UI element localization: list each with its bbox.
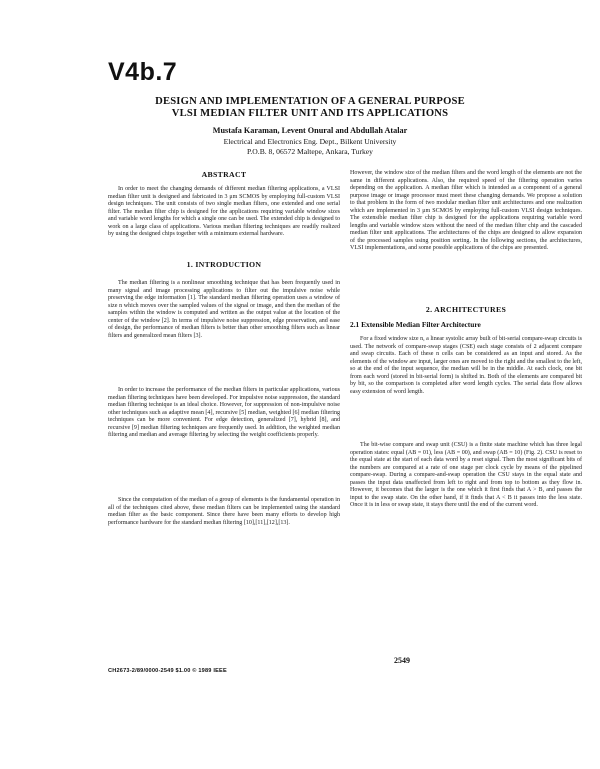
title-line-2: VLSI MEDIAN FILTER UNIT AND ITS APPLICATIONS xyxy=(171,108,449,119)
right-intro-paragraph: However, the window size of the median filters and the word length of the elements are not the same in different applications. Also, the required speed of the filtering operation varies depending on the application. A median filter which is intended as a component of a general purpose image or image processor must meet these changing demands. We propose a solution to that problem in the form of two modular median filter unit architectures and one realization which are implemented in 3 μm SCMOS by employing full-custom VLSI design techniques. The extensible median filter chip is designed for the applications requiring variable word lengths and variable window sizes without the need of the median filter chip and the cascaded median filter unit applications. The architectures of the chips are designed to allow expansion of the processed samples using position sorting. In the following sections, the architectures, VLSI implementations, and some possible applications of the chips are presented. xyxy=(350,170,582,252)
affiliation xyxy=(120,137,500,156)
title-line-1: DESIGN AND IMPLEMENTATION OF A GENERAL PURPOSE xyxy=(155,96,465,107)
affiliation-line-2: P.O.B. 8, 06572 Maltepe, Ankara, Turkey xyxy=(247,146,373,156)
introduction-paragraph-2: In order to increase the performance of the median filters in particular applications, various median filtering techniques have been developed. For impulsive noise suppression, the standard median filtering technique is an ideal choice. However, for suppression of non-impulsive noise other techniques such as adaptive mean [4], recursive [5] median, weighted [6] median filtering techniques can be more convenient. For edge detection, generalized [7], hybrid [8], and recursive [9] median filtering techniques are frequently used. In addition, the weighted median filtering and median and average filtering by selecting the weight coefficients properly. xyxy=(108,387,340,439)
abstract-text: In order to meet the changing demands of different median filtering applications, a VLSI median filter unit is designed and fabricated in 3 μm SCMOS by employing full-custom VLSI design techniques. The unit consists of two single median filters, one extended and one serial filter. The median filter chip is designed for the applications requiring variable window sizes and variable word lengths for which a single one can be used. The extended chip is designed to work on a large class of applications. Various median filtering techniques are readily realized by using the designed chips together with a minimum external hardware. xyxy=(108,186,340,238)
architectures-paragraph-1: For a fixed window size n, a linear systolic array built of bit-serial compare-swap circuits is used. The network of compare-swap stages (CSE) each stage consists of 2 adjacent compare and swap circuits. Each of these n cells can be considered as an input and stored. As the elements of the window are input, larger ones are moved to the right and the smallest to the left, so at the end of the input sequence, the median will be in the middle. At each clock, one bit from each word (stored in bit-serial form) is shifted in. Both of the elements are compared bit by bit, so the comparison is completed after word length cycles. The serial data flow allows easy extension of word length. xyxy=(350,336,582,395)
copyright-footer: CH2673-2/89/0000-2549 $1.00 © 1989 IEEE xyxy=(108,668,227,674)
abstract-heading: ABSTRACT xyxy=(201,170,247,179)
architectures-heading: 2. ARCHITECTURES xyxy=(425,305,507,314)
introduction-paragraph-3: Since the computation of the median of a group of elements is the fundamental operation in all of the techniques cited above, these median filters can be implemented using the standard median filter as the basic component. Since there have been many efforts to develop high performance hardware for the standard median filtering [10],[11],[12],[13]. xyxy=(108,497,340,526)
affiliation-line-1: Electrical and Electronics Eng. Dept., Bilkent University xyxy=(223,137,397,146)
authors: Mustafa Karaman, Levent Onural and Abdullah Atalar xyxy=(212,126,408,135)
architectures-paragraph-2: The bit-wise compare and swap unit (CSU) is a finite state machine which has three legal operation states: equal (AB = 01), less (AB = 00), and swap (AB = 10) (Fig. 2). CSU is reset to the equal state at the start of each data word by a reset signal. Then the most significant bits of the numbers are compared at a rate of one stage per clock cycle by means of the pipelined compare-swap. During a compare-and-swap operation the CSU stays in the equal state and passes the input data unaffected from left to right and from top to bottom as they flow in. However, it becomes that the larger is the one which it first finds that A > B, and passes the input to the swap state. On the other hand, if it finds that A < B it passes into the less state. Once it is in less or swap state, it stays there until the end of the current word. xyxy=(350,442,582,509)
session-id: V4b.7 xyxy=(108,58,178,86)
introduction-heading: 1. INTRODUCTION xyxy=(186,260,262,269)
extensible-architecture-subheading: 2.1 Extensible Median Filter Architecture xyxy=(350,320,481,329)
page-number: 2549 xyxy=(394,656,410,665)
introduction-paragraph-1: The median filtering is a nonlinear smoothing technique that has been frequently used in many signal and image processing applications to filter out the impulsive noise while preserving the edge information [1]. The standard median filtering operation uses a window of size n which moves over the sampled values of the signal or image, and then the median of the samples within the window is computed and written as the output value at the location of the center of the window [2]. In terms of impulsive noise suppression, edge preservation, and ease of design, the performance of median filters is better than other smoothing filters such as linear filters and generalized mean filters [3]. xyxy=(108,280,340,339)
paper-title xyxy=(120,96,500,120)
